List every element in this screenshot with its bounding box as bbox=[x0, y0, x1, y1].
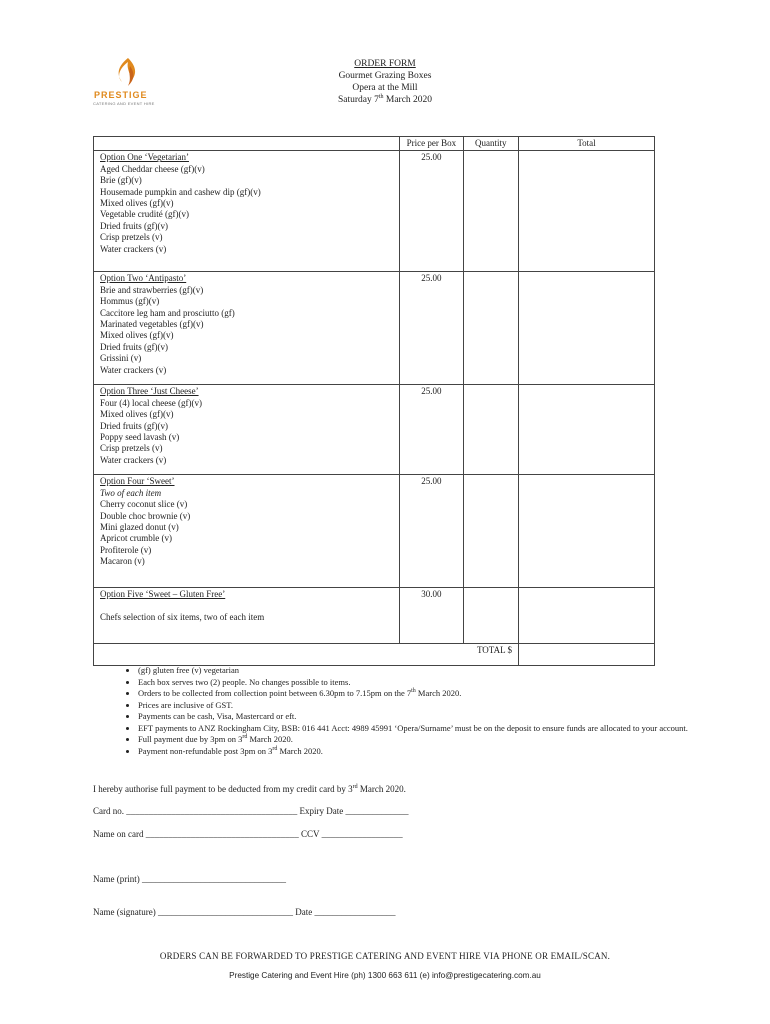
table-row bbox=[94, 272, 655, 385]
quantity-field[interactable] bbox=[463, 588, 518, 644]
list-item: • Payments can be cash, Visa, Mastercard or eft. bbox=[138, 711, 698, 723]
footer-instruction: ORDERS CAN BE FORWARDED TO PRESTIGE CATERING AND EVENT HIRE VIA PHONE OR EMAIL/SCAN. bbox=[159, 951, 611, 961]
option-item: Double choc brownie (v) bbox=[100, 510, 191, 521]
logo-brand: PRESTIGE bbox=[94, 90, 148, 100]
quantity-field[interactable] bbox=[463, 272, 518, 385]
option-item: Dried fruits (gf)(v) bbox=[100, 420, 168, 431]
option-item: Mixed olives (gf)(v) bbox=[100, 330, 174, 341]
option-item: Brie (gf)(v) bbox=[100, 175, 142, 186]
order-table bbox=[93, 136, 655, 666]
total-row bbox=[94, 644, 655, 666]
table-header-row bbox=[94, 137, 655, 151]
option-name: Option Three ‘Just Cheese’ bbox=[100, 386, 199, 397]
option-item: Grissini (v) bbox=[100, 353, 142, 364]
option-name: Option Five ‘Sweet – Gluten Free’ bbox=[100, 589, 226, 600]
quantity-field[interactable] bbox=[463, 151, 518, 272]
logo-tagline: CATERING AND EVENT HIRE bbox=[93, 101, 155, 106]
list-item: • (gf) gluten free (v) vegetarian bbox=[138, 665, 698, 677]
option-item: Poppy seed lavash (v) bbox=[100, 432, 180, 443]
grand-total-field[interactable] bbox=[519, 644, 655, 666]
list-item: • Orders to be collected from collection point between 6.30pm to 7.15pm on the 7th March 2020. bbox=[138, 688, 698, 700]
total-field[interactable] bbox=[519, 272, 655, 385]
option-name: Option Two ‘Antipasto’ bbox=[100, 273, 187, 284]
total-field[interactable] bbox=[519, 151, 655, 272]
option-item: Crisp pretzels (v) bbox=[100, 232, 163, 243]
option-item: Hommus (gf)(v) bbox=[100, 296, 160, 307]
list-item: • Full payment due by 3pm on 3rd March 2020. bbox=[138, 734, 698, 746]
notes-list bbox=[108, 665, 698, 757]
option-price: 25.00 bbox=[400, 475, 463, 588]
option-item: Housemade pumpkin and cashew dip (gf)(v) bbox=[100, 186, 261, 197]
total-field[interactable] bbox=[519, 475, 655, 588]
option-item: Cherry coconut slice (v) bbox=[100, 499, 188, 510]
option-item: Chefs selection of six items, two of each item bbox=[100, 611, 265, 622]
header-quantity: Quantity bbox=[463, 137, 518, 151]
option-item: Four (4) local cheese (gf)(v) bbox=[100, 397, 202, 408]
list-item: • Prices are inclusive of GST. bbox=[138, 700, 698, 712]
option-item: Marinated vegetables (gf)(v) bbox=[100, 319, 204, 330]
option-description bbox=[94, 588, 400, 644]
option-price: 25.00 bbox=[400, 272, 463, 385]
option-item: Macaron (v) bbox=[100, 556, 145, 567]
option-item: Water crackers (v) bbox=[100, 364, 167, 375]
list-item: • Payment non-refundable post 3pm on 3rd March 2020. bbox=[138, 746, 698, 758]
header-description bbox=[94, 137, 400, 151]
option-item: Mini glazed donut (v) bbox=[100, 522, 179, 533]
name-on-card-field[interactable]: Name on card __________________________________ CCV __________________ bbox=[93, 829, 403, 839]
quantity-field[interactable] bbox=[463, 475, 518, 588]
option-price: 30.00 bbox=[400, 588, 463, 644]
name-print-field[interactable]: Name (print) ________________________________ bbox=[93, 874, 286, 884]
authorisation-statement: I hereby authorise full payment to be deducted from my credit card by 3rd March 2020. bbox=[93, 784, 406, 794]
option-item: Apricot crumble (v) bbox=[100, 533, 172, 544]
option-description bbox=[94, 272, 400, 385]
option-item: Dried fruits (gf)(v) bbox=[100, 220, 168, 231]
list-item: • EFT payments to ANZ Rockingham City, BSB: 016 441 Acct: 4989 45991 ‘Opera/Surname’ must be on the deposit to ensure funds are allocated to your account. bbox=[138, 723, 698, 735]
table-row bbox=[94, 151, 655, 272]
header-price: Price per Box bbox=[400, 137, 463, 151]
option-item: Brie and strawberries (gf)(v) bbox=[100, 284, 204, 295]
form-header bbox=[0, 58, 770, 106]
quantity-field[interactable] bbox=[463, 385, 518, 475]
form-venue: Opera at the Mill bbox=[352, 83, 418, 93]
option-item: Mixed olives (gf)(v) bbox=[100, 409, 174, 420]
option-description bbox=[94, 475, 400, 588]
option-item: Profiterole (v) bbox=[100, 544, 152, 555]
form-subtitle: Gourmet Grazing Boxes bbox=[338, 71, 432, 81]
option-item: Water crackers (v) bbox=[100, 454, 167, 465]
option-description bbox=[94, 385, 400, 475]
list-item: • Each box serves two (2) people. No changes possible to items. bbox=[138, 677, 698, 689]
option-note: Two of each item bbox=[100, 487, 162, 498]
option-item: Vegetable crudité (gf)(v) bbox=[100, 209, 189, 220]
table-row bbox=[94, 475, 655, 588]
total-field[interactable] bbox=[519, 588, 655, 644]
option-name: Option One ‘Vegetarian’ bbox=[100, 152, 189, 163]
total-label: TOTAL $ bbox=[94, 644, 519, 666]
option-item: Aged Cheddar cheese (gf)(v) bbox=[100, 163, 205, 174]
table-row bbox=[94, 588, 655, 644]
table-row bbox=[94, 385, 655, 475]
form-title: ORDER FORM bbox=[354, 59, 416, 69]
option-description bbox=[94, 151, 400, 272]
card-number-field[interactable]: Card no. ______________________________________ Expiry Date ______________ bbox=[93, 806, 409, 816]
option-price: 25.00 bbox=[400, 385, 463, 475]
option-item: Water crackers (v) bbox=[100, 243, 167, 254]
option-item: Caccitore leg ham and prosciutto (gf) bbox=[100, 307, 235, 318]
option-name: Option Four ‘Sweet’ bbox=[100, 476, 175, 487]
option-item: Mixed olives (gf)(v) bbox=[100, 198, 174, 209]
total-field[interactable] bbox=[519, 385, 655, 475]
option-item: Crisp pretzels (v) bbox=[100, 443, 163, 454]
header-total: Total bbox=[519, 137, 655, 151]
footer-contact: Prestige Catering and Event Hire (ph) 1300 663 611 (e) info@prestigecatering.com.au bbox=[229, 971, 541, 980]
name-signature-field[interactable]: Name (signature) ______________________________ Date __________________ bbox=[93, 907, 396, 917]
option-item: Dried fruits (gf)(v) bbox=[100, 341, 168, 352]
option-price: 25.00 bbox=[400, 151, 463, 272]
form-date: Saturday 7th March 2020 bbox=[337, 93, 433, 105]
